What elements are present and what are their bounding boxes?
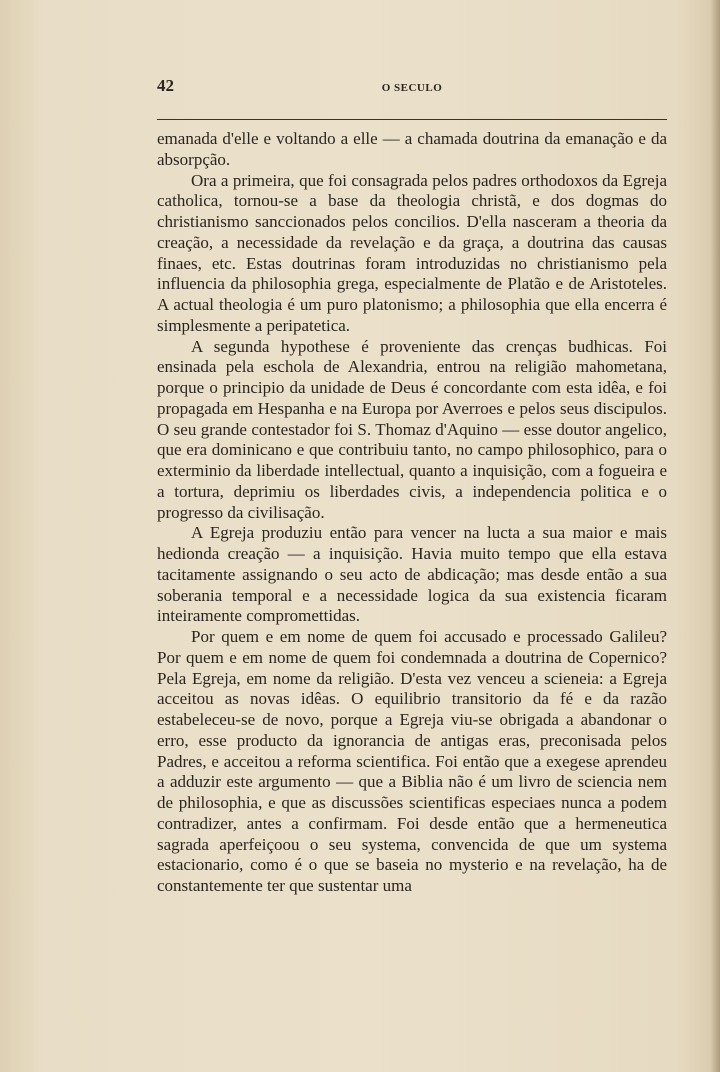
paragraph-continuation: emanada d'elle e voltando a elle — a chamada doutrina da emanação e da absorpção. xyxy=(157,129,667,169)
page-number: 42 xyxy=(157,76,174,95)
paragraph: A Egreja produziu então para vencer na lucta a sua maior e mais hedionda creação — a inquisição. Havia muito tempo que ella estava tacitamente assignando o seu acto de abdicação; mas desde então a sua soberania temporal e a necessidade logica da sua existencia ficaram inteiramente compromettidas. xyxy=(157,523,667,626)
body-text xyxy=(157,129,667,897)
page-header xyxy=(157,76,667,100)
page-edge-shadow xyxy=(710,0,720,1072)
paragraph: Por quem e em nome de quem foi accusado e processado Galileu? Por quem e em nome de quem foi condemnada a doutrina de Copernico? Pela Egreja, em nome da religião. D'esta vez venceu a scieneia: a Egreja acceitou as novas idêas. O equilibrio transitorio da fé e da razão estabeleceu-se de novo, porque a Egreja viu-se obrigada a abandonar o erro, esse producto da ignorancia de antigas eras, preconisada pelos Padres, e acceitou a reforma scientifica. Foi então que a exegese aprendeu a adduzir este argumento — que a Biblia não é um livro de sciencia nem de philosophia, e que as discussões scientificas especiaes nunca a podem contradizer, antes a confirmam. Foi desde então que a hermeneutica sagrada aperfeiçoou o seu systema, convencida de que um systema estacionario, como é o que se baseia no mysterio e na revelação, ha de constantemente ter que sustentar uma xyxy=(157,627,667,895)
header-rule xyxy=(157,119,667,120)
running-head: O SECULO xyxy=(381,82,443,94)
paragraph: Ora a primeira, que foi consagrada pelos padres orthodoxos da Egreja catholica, tornou-se a base da theologia christã, e dos dogmas do christianismo sanccionados pelos concilios. D'ella nasceram a theoria da creação, a necessidade da revelação e da graça, a doutrina das causas finaes, etc. Estas doutrinas foram introduzidas no christianismo pela influencia da philosophia grega, especialmente de Platão e de Aristoteles. A actual theologia é um puro platonismo; a philosophia que ella encerra é simplesmente a peripatetica. xyxy=(157,170,667,335)
paragraph: A segunda hypothese é proveniente das crenças budhicas. Foi ensinada pela eschola de Alexandria, entrou na religião mahometana, porque o principio da unidade de Deus é concordante com esta idêa, e foi propagada em Hespanha e na Europa por Averroes e pelos seus discipulos. O seu grande contestador foi S. Thomaz d'Aquino — esse doutor angelico, que era dominicano e que contribuiu tanto, no campo philosophico, para o exterminio da liberdade intellectual, quanto a inquisição, com a fogueira e a tortura, deprimiu os liberdades civis, a independencia politica e o progresso da civilisação. xyxy=(157,336,667,522)
